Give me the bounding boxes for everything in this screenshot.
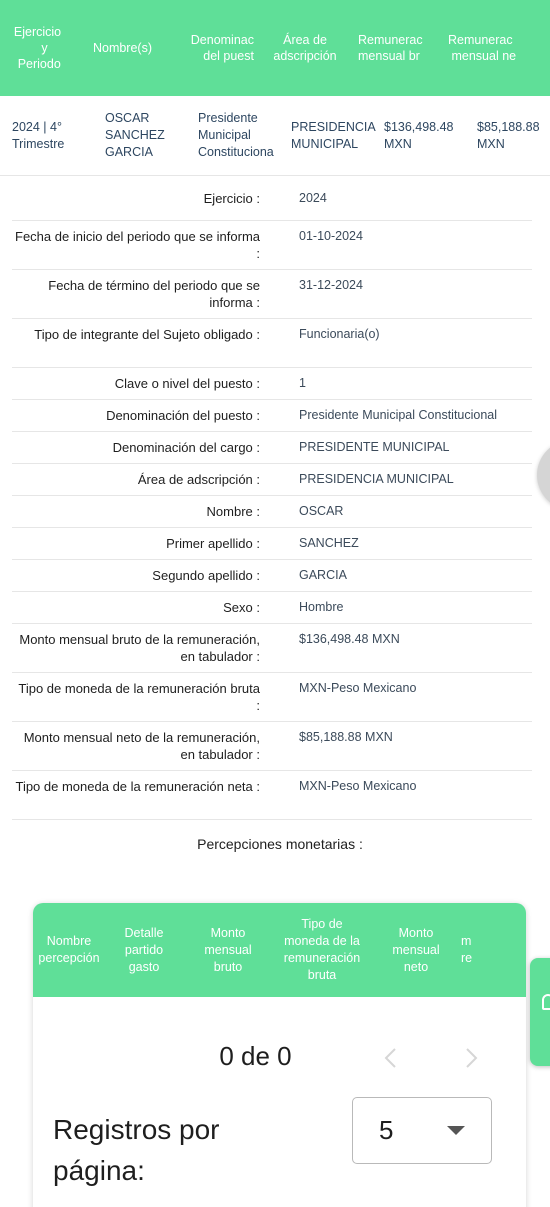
detail-value: $136,498.48 MXN	[299, 632, 400, 646]
summary-table	[0, 0, 550, 176]
detail-row	[12, 528, 532, 560]
detail-label: Monto mensual bruto de la remuneración, en tabulador :	[19, 632, 260, 664]
detail-label: Sexo :	[223, 600, 260, 615]
lock-icon	[542, 994, 550, 1010]
detail-label: Clave o nivel del puesto :	[114, 376, 260, 391]
column-header-remuneracion-neta[interactable]: Remunerac mensual ne	[448, 33, 517, 63]
detail-label: Primer apellido :	[166, 536, 260, 551]
detail-label: Ejercicio :	[203, 191, 260, 206]
detail-list	[12, 176, 532, 820]
percepciones-table-header	[33, 903, 526, 997]
detail-value: MXN-Peso Mexicano	[299, 681, 417, 695]
column-header-nombre-percepcion[interactable]: Nombre percepción	[38, 934, 100, 965]
detail-label: Nombre :	[206, 504, 260, 519]
column-header-truncated[interactable]: m re	[461, 934, 473, 965]
detail-row	[12, 432, 532, 464]
detail-value: Presidente Municipal Constitucional	[299, 408, 498, 422]
side-tab-button[interactable]	[530, 958, 550, 1066]
detail-value: $85,188.88 MXN	[299, 730, 393, 744]
detail-row	[12, 368, 532, 400]
caret-down-icon	[447, 1126, 465, 1135]
column-header-denominacion[interactable]: Denominac del puest	[190, 33, 254, 63]
detail-label: Monto mensual neto de la remuneración, en tabulador :	[23, 730, 260, 762]
detail-value: PRESIDENCIA MUNICIPAL	[299, 472, 454, 486]
rows-per-page-label: Registros por página:	[53, 1114, 220, 1186]
cell-ejercicio: 2024 | 4° Trimestre	[12, 119, 65, 151]
cell-area: PRESIDENCIA MUNICIPAL	[291, 119, 376, 151]
detail-row	[12, 270, 532, 319]
detail-row	[12, 464, 532, 496]
detail-row	[12, 176, 532, 221]
detail-label: Tipo de integrante del Sujeto obligado :	[34, 327, 260, 342]
detail-label: Fecha de inicio del periodo que se informa :	[15, 229, 260, 261]
detail-value: Hombre	[299, 600, 344, 614]
summary-table-header	[0, 0, 550, 96]
column-header-ejercicio[interactable]: Ejercicio y Periodo	[13, 25, 62, 71]
cell-remuneracion-neta: $85,188.88 MXN	[477, 119, 540, 151]
column-header-area[interactable]: Área de adscripción	[273, 33, 337, 63]
cell-remuneracion-bruta: $136,498.48 MXN	[384, 119, 454, 151]
detail-label: Fecha de término del periodo que se informa :	[48, 278, 260, 310]
detail-value: 1	[299, 376, 306, 390]
detail-value: OSCAR	[299, 504, 344, 518]
detail-row	[12, 496, 532, 528]
detail-label: Denominación del puesto :	[106, 408, 260, 423]
chevron-right-icon[interactable]	[461, 1045, 481, 1071]
column-header-nombre[interactable]: Nombre(s)	[92, 41, 153, 55]
detail-row	[12, 673, 532, 722]
table-row[interactable]	[0, 96, 550, 176]
detail-label: Tipo de moneda de la remuneración neta :	[15, 779, 260, 794]
detail-row	[12, 221, 532, 270]
detail-label: Segundo apellido :	[152, 568, 260, 583]
detail-row	[12, 560, 532, 592]
detail-label: Denominación del cargo :	[112, 440, 260, 455]
column-header-monto-neto[interactable]: Monto mensual neto	[392, 925, 440, 974]
detail-label: Área de adscripción :	[137, 472, 260, 487]
detail-value: 31-12-2024	[299, 278, 363, 292]
detail-value: GARCIA	[299, 568, 347, 582]
pagination-count: 0 de 0	[219, 1041, 292, 1071]
column-header-remuneracion-bruta[interactable]: Remunerac mensual br	[358, 33, 423, 63]
detail-value: 01-10-2024	[299, 229, 363, 243]
cell-denominacion: Presidente Municipal Constituciona	[198, 111, 274, 159]
percepciones-table-card	[33, 903, 526, 1207]
detail-row	[12, 771, 532, 820]
column-header-tipo-moneda-bruta[interactable]: Tipo de moneda de la remuneración bruta	[283, 917, 361, 982]
detail-value: Funcionaria(o)	[299, 327, 380, 341]
rows-per-page-select[interactable]	[352, 1097, 492, 1164]
detail-row	[12, 722, 532, 771]
detail-row	[12, 592, 532, 624]
chevron-left-icon[interactable]	[381, 1045, 401, 1071]
detail-row	[12, 624, 532, 673]
column-header-monto-bruto[interactable]: Monto mensual bruto	[204, 925, 252, 974]
detail-value: PRESIDENTE MUNICIPAL	[299, 440, 450, 454]
detail-label: Tipo de moneda de la remuneración bruta :	[18, 681, 260, 713]
detail-row	[12, 319, 532, 368]
detail-value: 2024	[299, 191, 327, 205]
rows-per-page-value: 5	[379, 1115, 394, 1145]
floating-action-button[interactable]	[537, 440, 550, 510]
cell-nombre: OSCAR SANCHEZ GARCIA	[105, 111, 165, 159]
detail-row	[12, 400, 532, 432]
detail-value: MXN-Peso Mexicano	[299, 779, 417, 793]
percepciones-title: Percepciones monetarias :	[197, 836, 363, 852]
column-header-detalle-partido-gasto[interactable]: Detalle partido gasto	[124, 925, 164, 974]
detail-value: SANCHEZ	[299, 536, 359, 550]
